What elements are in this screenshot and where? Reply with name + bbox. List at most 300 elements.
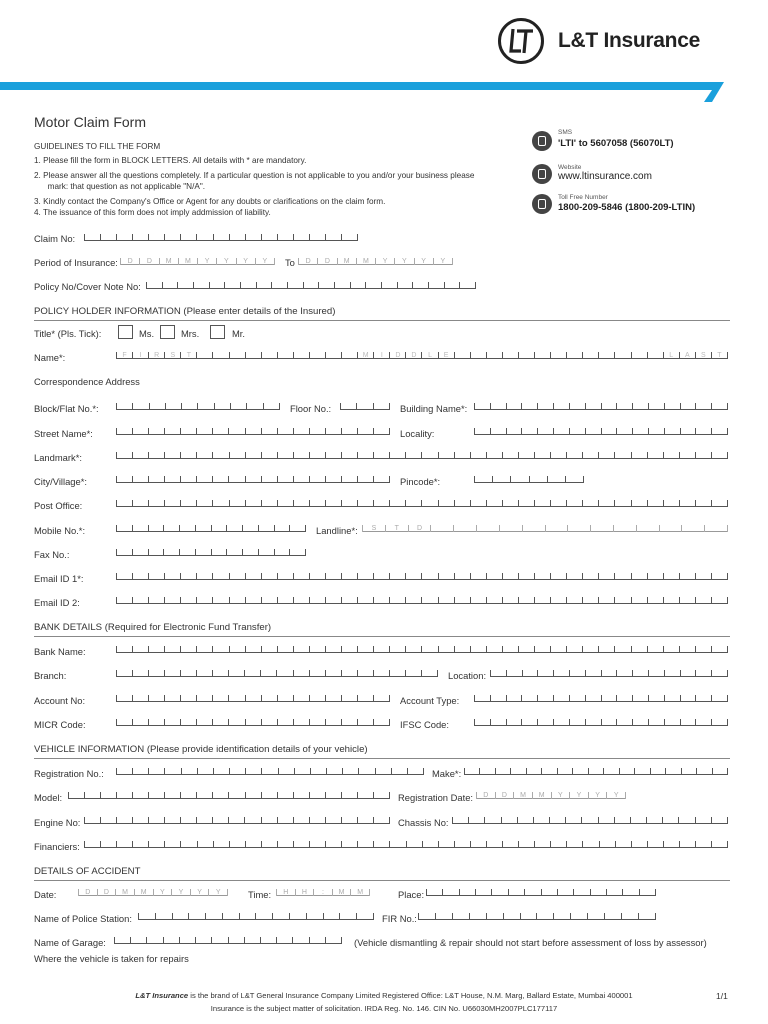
cell[interactable] <box>261 695 277 702</box>
cell[interactable] <box>468 817 484 824</box>
cell[interactable] <box>261 768 277 775</box>
cell[interactable] <box>356 913 374 920</box>
cell[interactable] <box>585 403 601 410</box>
bank-name-input[interactable] <box>116 641 728 653</box>
cell[interactable] <box>438 573 454 580</box>
cell[interactable] <box>261 646 277 653</box>
cell[interactable] <box>357 817 373 824</box>
city-input[interactable] <box>116 471 390 483</box>
cell[interactable] <box>309 234 325 241</box>
cell[interactable] <box>132 234 148 241</box>
cell[interactable] <box>245 597 261 604</box>
cell[interactable]: Y <box>606 792 626 799</box>
cell[interactable] <box>475 889 491 896</box>
cell[interactable] <box>711 695 728 702</box>
cell[interactable] <box>229 234 245 241</box>
cell[interactable] <box>486 646 502 653</box>
cell[interactable] <box>116 500 132 507</box>
cell[interactable] <box>695 817 711 824</box>
cell[interactable] <box>373 573 389 580</box>
cell[interactable]: Y <box>197 258 216 265</box>
cell[interactable] <box>287 282 303 289</box>
cell[interactable] <box>148 768 164 775</box>
cell[interactable] <box>358 768 374 775</box>
cell[interactable] <box>196 719 212 726</box>
cell[interactable]: M <box>178 258 197 265</box>
cell[interactable] <box>180 476 196 483</box>
cell[interactable] <box>438 452 454 459</box>
cell[interactable] <box>648 670 664 677</box>
cell[interactable] <box>695 452 711 459</box>
cell[interactable] <box>212 500 228 507</box>
cell[interactable] <box>341 452 357 459</box>
cell[interactable] <box>550 597 566 604</box>
cell[interactable] <box>277 352 293 359</box>
accident-time-input[interactable] <box>276 884 370 896</box>
cell[interactable] <box>502 352 518 359</box>
cell[interactable] <box>293 670 309 677</box>
cell[interactable] <box>318 282 334 289</box>
cell[interactable] <box>389 670 405 677</box>
cell[interactable] <box>598 817 614 824</box>
cell[interactable] <box>196 352 212 359</box>
cell[interactable] <box>164 234 180 241</box>
cell[interactable] <box>587 913 604 920</box>
cell[interactable] <box>598 352 614 359</box>
cell[interactable] <box>421 597 437 604</box>
cell[interactable] <box>341 428 357 435</box>
cell[interactable] <box>407 768 424 775</box>
cell[interactable] <box>274 525 290 532</box>
cell[interactable] <box>277 500 293 507</box>
cell[interactable] <box>454 573 470 580</box>
cell[interactable] <box>277 719 293 726</box>
cell[interactable] <box>132 573 148 580</box>
cell[interactable] <box>613 525 636 532</box>
cell[interactable] <box>188 913 205 920</box>
cell[interactable] <box>435 913 452 920</box>
cell[interactable] <box>357 646 373 653</box>
cell[interactable] <box>537 719 553 726</box>
cell[interactable] <box>631 573 647 580</box>
cell[interactable] <box>490 670 506 677</box>
cell[interactable] <box>263 403 280 410</box>
cell[interactable] <box>678 817 694 824</box>
cell[interactable] <box>260 670 276 677</box>
cell[interactable] <box>272 913 289 920</box>
cell[interactable] <box>601 428 617 435</box>
cell[interactable] <box>132 670 148 677</box>
cell[interactable] <box>245 500 261 507</box>
cell[interactable] <box>196 573 212 580</box>
cell[interactable] <box>438 841 454 848</box>
cell[interactable] <box>553 670 569 677</box>
cell[interactable] <box>211 549 227 556</box>
cell[interactable] <box>164 646 180 653</box>
cell[interactable] <box>180 234 196 241</box>
mobile-input[interactable] <box>116 520 306 532</box>
claim-no-input[interactable] <box>84 229 358 241</box>
cell[interactable]: T <box>711 352 728 359</box>
cell[interactable] <box>341 646 357 653</box>
cell[interactable] <box>454 500 470 507</box>
cell[interactable] <box>277 476 293 483</box>
cell[interactable] <box>116 646 132 653</box>
fir-input[interactable] <box>418 908 656 920</box>
cell[interactable] <box>196 476 212 483</box>
cell[interactable]: M <box>350 889 370 896</box>
cell[interactable] <box>389 646 405 653</box>
cell[interactable] <box>614 452 630 459</box>
cell[interactable]: Y <box>255 258 275 265</box>
title-mr-checkbox[interactable] <box>210 325 225 339</box>
cell[interactable] <box>325 646 341 653</box>
cell[interactable] <box>373 500 389 507</box>
cell[interactable] <box>646 817 662 824</box>
cell[interactable] <box>116 525 132 532</box>
cell[interactable] <box>599 841 615 848</box>
cell[interactable] <box>453 525 476 532</box>
cell[interactable] <box>132 817 148 824</box>
cell[interactable] <box>357 719 373 726</box>
engine-input[interactable] <box>84 812 390 824</box>
cell[interactable] <box>341 670 357 677</box>
cell[interactable] <box>648 695 664 702</box>
cell[interactable] <box>470 500 486 507</box>
cell[interactable] <box>510 768 525 775</box>
cell[interactable] <box>148 549 164 556</box>
cell[interactable] <box>116 670 132 677</box>
cell[interactable] <box>116 792 132 799</box>
cell[interactable] <box>164 841 180 848</box>
cell[interactable] <box>681 525 704 532</box>
cell[interactable] <box>309 428 325 435</box>
cell[interactable]: S <box>164 352 180 359</box>
cell[interactable] <box>648 719 664 726</box>
cell[interactable] <box>616 670 632 677</box>
cell[interactable] <box>474 403 490 410</box>
building-input[interactable] <box>474 398 728 410</box>
cell[interactable] <box>325 841 341 848</box>
cell[interactable] <box>289 525 306 532</box>
cell[interactable] <box>711 597 728 604</box>
cell[interactable] <box>130 937 146 944</box>
police-station-input[interactable] <box>138 908 374 920</box>
cell[interactable] <box>537 695 553 702</box>
cell[interactable] <box>389 597 405 604</box>
cell[interactable] <box>116 768 132 775</box>
cell[interactable] <box>261 476 277 483</box>
cell[interactable] <box>148 792 164 799</box>
cell[interactable] <box>373 476 390 483</box>
cell[interactable] <box>100 792 116 799</box>
cell[interactable] <box>226 525 242 532</box>
cell[interactable] <box>454 841 470 848</box>
email1-input[interactable] <box>116 568 728 580</box>
cell[interactable] <box>226 549 242 556</box>
cell[interactable] <box>245 352 261 359</box>
cell[interactable] <box>438 500 454 507</box>
cell[interactable] <box>585 428 601 435</box>
cell[interactable] <box>309 817 325 824</box>
cell[interactable] <box>566 646 582 653</box>
cell[interactable] <box>679 573 695 580</box>
cell[interactable] <box>553 428 569 435</box>
cell[interactable] <box>647 841 663 848</box>
cell[interactable] <box>469 913 486 920</box>
cell[interactable] <box>342 768 358 775</box>
cell[interactable] <box>521 695 537 702</box>
cell[interactable] <box>245 841 261 848</box>
cell[interactable] <box>566 452 582 459</box>
cell[interactable] <box>601 695 617 702</box>
cell[interactable] <box>631 352 647 359</box>
cell[interactable] <box>164 500 180 507</box>
cell[interactable] <box>261 817 277 824</box>
cell[interactable] <box>164 452 180 459</box>
cell[interactable] <box>549 817 565 824</box>
cell[interactable]: A <box>679 352 695 359</box>
cell[interactable] <box>565 817 581 824</box>
cell[interactable] <box>293 352 309 359</box>
cell[interactable] <box>292 937 308 944</box>
cell[interactable] <box>695 695 711 702</box>
cell[interactable] <box>293 695 309 702</box>
cell[interactable] <box>309 670 325 677</box>
cell[interactable] <box>116 549 132 556</box>
cell[interactable] <box>491 889 507 896</box>
cell[interactable] <box>116 719 132 726</box>
cell[interactable] <box>421 646 437 653</box>
cell[interactable] <box>303 282 319 289</box>
cell[interactable] <box>325 573 341 580</box>
cell[interactable] <box>356 403 372 410</box>
cell[interactable] <box>647 452 663 459</box>
floor-input[interactable] <box>340 398 390 410</box>
cell[interactable] <box>180 573 196 580</box>
cell[interactable] <box>293 573 309 580</box>
cell[interactable] <box>581 817 597 824</box>
cell[interactable] <box>163 549 179 556</box>
cell[interactable] <box>664 428 680 435</box>
cell[interactable] <box>616 428 632 435</box>
cell[interactable] <box>148 841 164 848</box>
cell[interactable] <box>421 452 437 459</box>
cell[interactable]: Y <box>153 889 172 896</box>
cell[interactable]: Y <box>375 258 394 265</box>
accident-place-input[interactable] <box>426 884 656 896</box>
cell[interactable] <box>567 525 590 532</box>
cell[interactable] <box>711 452 728 459</box>
cell[interactable] <box>421 670 438 677</box>
cell[interactable] <box>553 913 570 920</box>
cell[interactable] <box>452 913 469 920</box>
cell[interactable] <box>634 768 649 775</box>
cell[interactable] <box>164 768 180 775</box>
cell[interactable] <box>470 646 486 653</box>
cell[interactable] <box>570 913 587 920</box>
cell[interactable] <box>412 282 428 289</box>
cell[interactable] <box>212 573 228 580</box>
cell[interactable] <box>277 428 293 435</box>
cell[interactable] <box>277 646 293 653</box>
cell[interactable] <box>163 937 179 944</box>
cell[interactable] <box>572 768 587 775</box>
cell[interactable] <box>490 428 506 435</box>
cell[interactable] <box>132 476 148 483</box>
cell[interactable] <box>545 525 568 532</box>
cell[interactable] <box>84 792 100 799</box>
cell[interactable] <box>490 403 506 410</box>
cell[interactable] <box>261 452 277 459</box>
cell[interactable] <box>277 452 293 459</box>
cell[interactable] <box>502 646 518 653</box>
cell[interactable] <box>502 500 518 507</box>
cell[interactable] <box>229 352 245 359</box>
cell[interactable] <box>598 500 614 507</box>
cell[interactable] <box>495 768 510 775</box>
cell[interactable] <box>341 234 358 241</box>
cell[interactable] <box>146 937 162 944</box>
cell[interactable] <box>325 937 342 944</box>
cell[interactable] <box>616 719 632 726</box>
cell[interactable] <box>566 597 582 604</box>
cell[interactable] <box>681 768 696 775</box>
cell[interactable] <box>278 768 294 775</box>
cell[interactable] <box>357 500 373 507</box>
cell[interactable] <box>486 913 503 920</box>
cell[interactable] <box>476 525 499 532</box>
cell[interactable] <box>197 403 213 410</box>
cell[interactable] <box>350 282 366 289</box>
cell[interactable] <box>212 352 228 359</box>
cell[interactable] <box>695 719 711 726</box>
cell[interactable] <box>373 646 389 653</box>
cell[interactable]: I <box>373 352 389 359</box>
cell[interactable] <box>229 573 245 580</box>
cell[interactable] <box>614 352 630 359</box>
cell[interactable] <box>712 768 728 775</box>
cell[interactable] <box>614 817 630 824</box>
cell[interactable] <box>534 597 550 604</box>
cell[interactable] <box>132 841 148 848</box>
cell[interactable] <box>293 476 309 483</box>
cell[interactable] <box>373 428 390 435</box>
cell[interactable] <box>245 646 261 653</box>
cell[interactable] <box>205 913 222 920</box>
cell[interactable] <box>695 646 711 653</box>
cell[interactable] <box>245 719 261 726</box>
cell[interactable] <box>309 452 325 459</box>
cell[interactable] <box>604 913 621 920</box>
cell[interactable] <box>502 597 518 604</box>
cell[interactable] <box>277 234 293 241</box>
cell[interactable] <box>438 597 454 604</box>
name-input[interactable] <box>116 347 728 359</box>
cell[interactable] <box>428 282 444 289</box>
cell[interactable] <box>630 817 646 824</box>
cell[interactable] <box>341 597 357 604</box>
cell[interactable] <box>518 352 534 359</box>
cell[interactable] <box>484 817 500 824</box>
cell[interactable] <box>631 646 647 653</box>
cell[interactable] <box>309 719 325 726</box>
cell[interactable] <box>293 792 309 799</box>
cell[interactable] <box>164 817 180 824</box>
cell[interactable] <box>553 403 569 410</box>
cell[interactable]: S <box>362 525 385 532</box>
cell[interactable] <box>486 352 502 359</box>
cell[interactable] <box>155 913 172 920</box>
cell[interactable] <box>569 695 585 702</box>
cell[interactable] <box>116 234 132 241</box>
cell[interactable] <box>518 597 534 604</box>
cell[interactable] <box>550 352 566 359</box>
cell[interactable]: E <box>438 352 454 359</box>
cell[interactable] <box>180 428 196 435</box>
cell[interactable]: T <box>180 352 196 359</box>
cell[interactable] <box>341 695 357 702</box>
cell[interactable] <box>601 670 617 677</box>
cell[interactable]: M <box>513 792 532 799</box>
cell[interactable] <box>357 670 373 677</box>
cell[interactable] <box>663 597 679 604</box>
cell[interactable] <box>389 573 405 580</box>
cell[interactable] <box>638 913 656 920</box>
cell[interactable] <box>132 768 148 775</box>
cell[interactable] <box>325 792 341 799</box>
cell[interactable] <box>148 428 164 435</box>
cell[interactable] <box>614 597 630 604</box>
cell[interactable] <box>228 476 244 483</box>
cell[interactable] <box>341 573 357 580</box>
cell[interactable]: T <box>385 525 408 532</box>
cell[interactable]: L <box>421 352 437 359</box>
cell[interactable] <box>212 670 228 677</box>
cell[interactable] <box>598 573 614 580</box>
cell[interactable] <box>585 695 601 702</box>
cell[interactable] <box>405 597 421 604</box>
cell[interactable] <box>245 768 261 775</box>
cell[interactable]: Y <box>190 889 209 896</box>
cell[interactable] <box>533 817 549 824</box>
cell[interactable] <box>277 597 293 604</box>
cell[interactable] <box>474 476 492 483</box>
cell[interactable] <box>647 573 663 580</box>
cell[interactable] <box>405 670 421 677</box>
cell[interactable] <box>212 452 228 459</box>
cell[interactable] <box>665 768 680 775</box>
cell[interactable] <box>293 646 309 653</box>
cell[interactable] <box>116 817 132 824</box>
cell[interactable] <box>357 573 373 580</box>
cell[interactable] <box>357 597 373 604</box>
cell[interactable] <box>180 841 196 848</box>
cell[interactable] <box>389 500 405 507</box>
cell[interactable] <box>524 889 540 896</box>
cell[interactable]: D <box>389 352 405 359</box>
cell[interactable]: F <box>116 352 132 359</box>
cell[interactable] <box>114 937 130 944</box>
cell[interactable]: D <box>495 792 514 799</box>
cell[interactable] <box>479 768 494 775</box>
cell[interactable] <box>438 646 454 653</box>
cell[interactable]: D <box>139 258 158 265</box>
cell[interactable] <box>357 476 373 483</box>
cell[interactable] <box>132 597 148 604</box>
cell[interactable] <box>179 937 195 944</box>
cell[interactable] <box>116 841 132 848</box>
